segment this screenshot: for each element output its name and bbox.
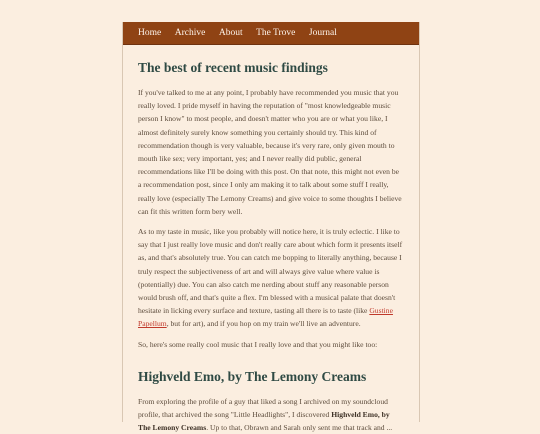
top-navbar [123,22,419,45]
post-paragraph-4 [138,395,404,434]
section-heading: Highveld Emo, by The Lemony Creams [138,368,367,384]
post-content [123,60,419,434]
nav-journal-link[interactable]: Journal [308,28,337,38]
gustine-papellum-link[interactable]: Gustine Papellum [138,306,393,329]
page-container [122,22,420,433]
nav-home-link[interactable]: Home [138,28,162,38]
post-title: The best of recent music findings [138,60,328,75]
post-paragraph-1: If you've talked to me at any point, I probably have recommended you music that you really loved. I pride myself in having the reputation of "most knowledgeable music person I know" to most people, and doesn't matter who you are or what you like, I almost definitely surely know something you certainly should try. This kind of recommendation though is very valuable, because it's very rare, only given mouth to mouth like sex; very important, yes; and I never really did public, general recommendations like I'll be doing with this post. On that note, this might not even be a recommendation post, since I only am making it to talk about some stuff I really, really love (especially The Lemony Creams) and give voice to some thoughts I believe can fit this written form bery well. [138,88,402,216]
nav-trove-link[interactable]: The Trove [256,28,296,38]
post-paragraph-3: So, here's some really cool music that I really love and that you might like too: [138,339,378,349]
post-paragraph-4-bold: Highveld Emo, by The Lemony Creams [138,410,390,433]
post-paragraph-4-text-end: . Up to that, Obrawn and Sarah only sent me that track and ... [206,423,393,433]
post-paragraph-4-text: From exploring the profile of a guy that liked a song I archived on my soundcloud profile, that archived the song "Little Headlights", I discovered [138,396,388,420]
nav-archive-link[interactable]: Archive [174,28,206,38]
nav-about-link[interactable]: About [218,28,243,38]
post-paragraph-2-text: As to my taste in music, like you probably will notice here, it is truly eclectic. I like to say that I just really love music and don't really care about which form it presents itself as, and that's absolutely true. You can catch me bopping to literally anything, because I truly respect the subjectiveness of art and will always give value where value is (potentially) due. You can also catch me nerding about stuff any reasonable person would brush off, and that's quite a flex. I'm blessed with a musical palate that doesn't hesitate in licking every surface and texture, tasting all there is to taste (like [138,227,403,316]
post-paragraph-2-text-end: , but for art), and if you hop on my train we'll live an adventure. [166,319,361,329]
post-paragraph-2 [138,225,404,331]
